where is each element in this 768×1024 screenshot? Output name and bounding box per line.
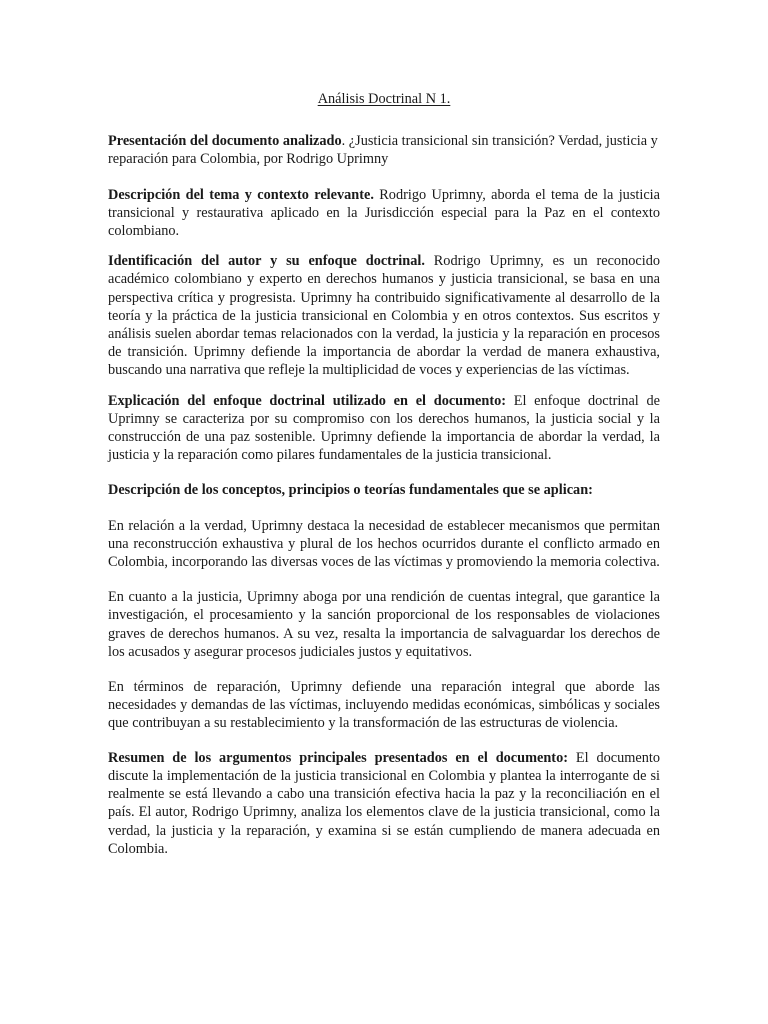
paragraph-justice: En cuanto a la justicia, Uprimny aboga por una rendición de cuentas integral, que garantice la investigación, el procesamiento y la sanción proporcional de los responsables de violaciones graves de derechos humanos. A su vez, resalta la importancia de salvaguardar los derechos de los acusados y asegurar procesos judiciales justos y equitativos. bbox=[108, 589, 660, 660]
section-heading: Identificación del autor y su enfoque doctrinal. bbox=[108, 253, 425, 270]
section-heading: Descripción del tema y contexto relevante. bbox=[108, 186, 374, 203]
section-heading: Descripción de los conceptos, principios o teorías fundamentales que se aplican: bbox=[108, 482, 593, 499]
section-body: Rodrigo Uprimny, es un reconocido académico colombiano y experto en derechos humanos y justicia transicional, se basa en una perspectiva crítica y progresista. Uprimny ha contribuido significativamente al desarrollo de la teoría y la práctica de la justicia transicional en Colombia y en otros contextos. Sus escritos y análisis suelen abordar temas relacionados con la verdad, la justicia y la reparación en procesos de transición. Uprimny defiende la importancia de abordar la verdad de manera exhaustiva, buscando una narrativa que refleje la multiplicidad de voces y experiencias de las víctimas. bbox=[108, 253, 660, 379]
section-concepts-heading bbox=[108, 481, 660, 499]
section-body: El enfoque doctrinal de Uprimny se caracteriza por su compromiso con los derechos humanos, la justicia social y la construcción de una paz sostenible. Uprimny defiende la importancia de abordar la verdad, la justicia y la reparación como pilares fundamentales de la justicia transicional. bbox=[108, 392, 660, 464]
section-body: El documento discute la implementación de la justicia transicional en Colombia y plantea la interrogante de si realmente se está llevando a cabo una transición efectiva hacia la paz y la reconciliación en el país. El autor, Rodrigo Uprimny, analiza los elementos clave de la justicia transicional, como la verdad, la justicia y la reparación, y examina si se están cumpliendo de manera adecuada en Colombia. bbox=[108, 749, 660, 857]
section-body: Rodrigo Uprimny, aborda el tema de la justicia transicional y restaurativa aplicado en la Jurisdicción especial para la Paz en el contexto colombiano. bbox=[108, 186, 660, 240]
paragraph-truth: En relación a la verdad, Uprimny destaca la necesidad de establecer mecanismos que permitan una reconstrucción exhaustiva y plural de los hechos ocurridos durante el conflicto armado en Colombia, incorporando las diversas voces de las víctimas y promoviendo la memoria colectiva. bbox=[108, 517, 660, 571]
paragraph-reparation: En términos de reparación, Uprimny defiende una reparación integral que aborde las necesidades y demandas de las víctimas, incluyendo medidas económicas, simbólicas y sociales que contribuyan a su restablecimiento y la transformación de las estructuras de violencia. bbox=[108, 679, 660, 732]
section-heading: Presentación del documento analizado bbox=[108, 133, 342, 150]
section-presentation bbox=[108, 132, 660, 168]
section-doctrinal-approach bbox=[108, 392, 660, 465]
document-title: Análisis Doctrinal N 1. bbox=[317, 91, 451, 107]
document-content bbox=[108, 90, 660, 870]
section-body: . ¿Justicia transicional sin transición? Verdad, justicia y reparación para Colombia, por Rodrigo Uprimny bbox=[108, 133, 658, 168]
section-author-identification bbox=[108, 252, 660, 379]
section-heading: Resumen de los argumentos principales presentados en el documento: bbox=[108, 749, 568, 766]
section-topic-description bbox=[108, 186, 660, 241]
section-heading: Explicación del enfoque doctrinal utilizado en el documento: bbox=[108, 392, 507, 409]
section-arguments-summary bbox=[108, 749, 660, 858]
